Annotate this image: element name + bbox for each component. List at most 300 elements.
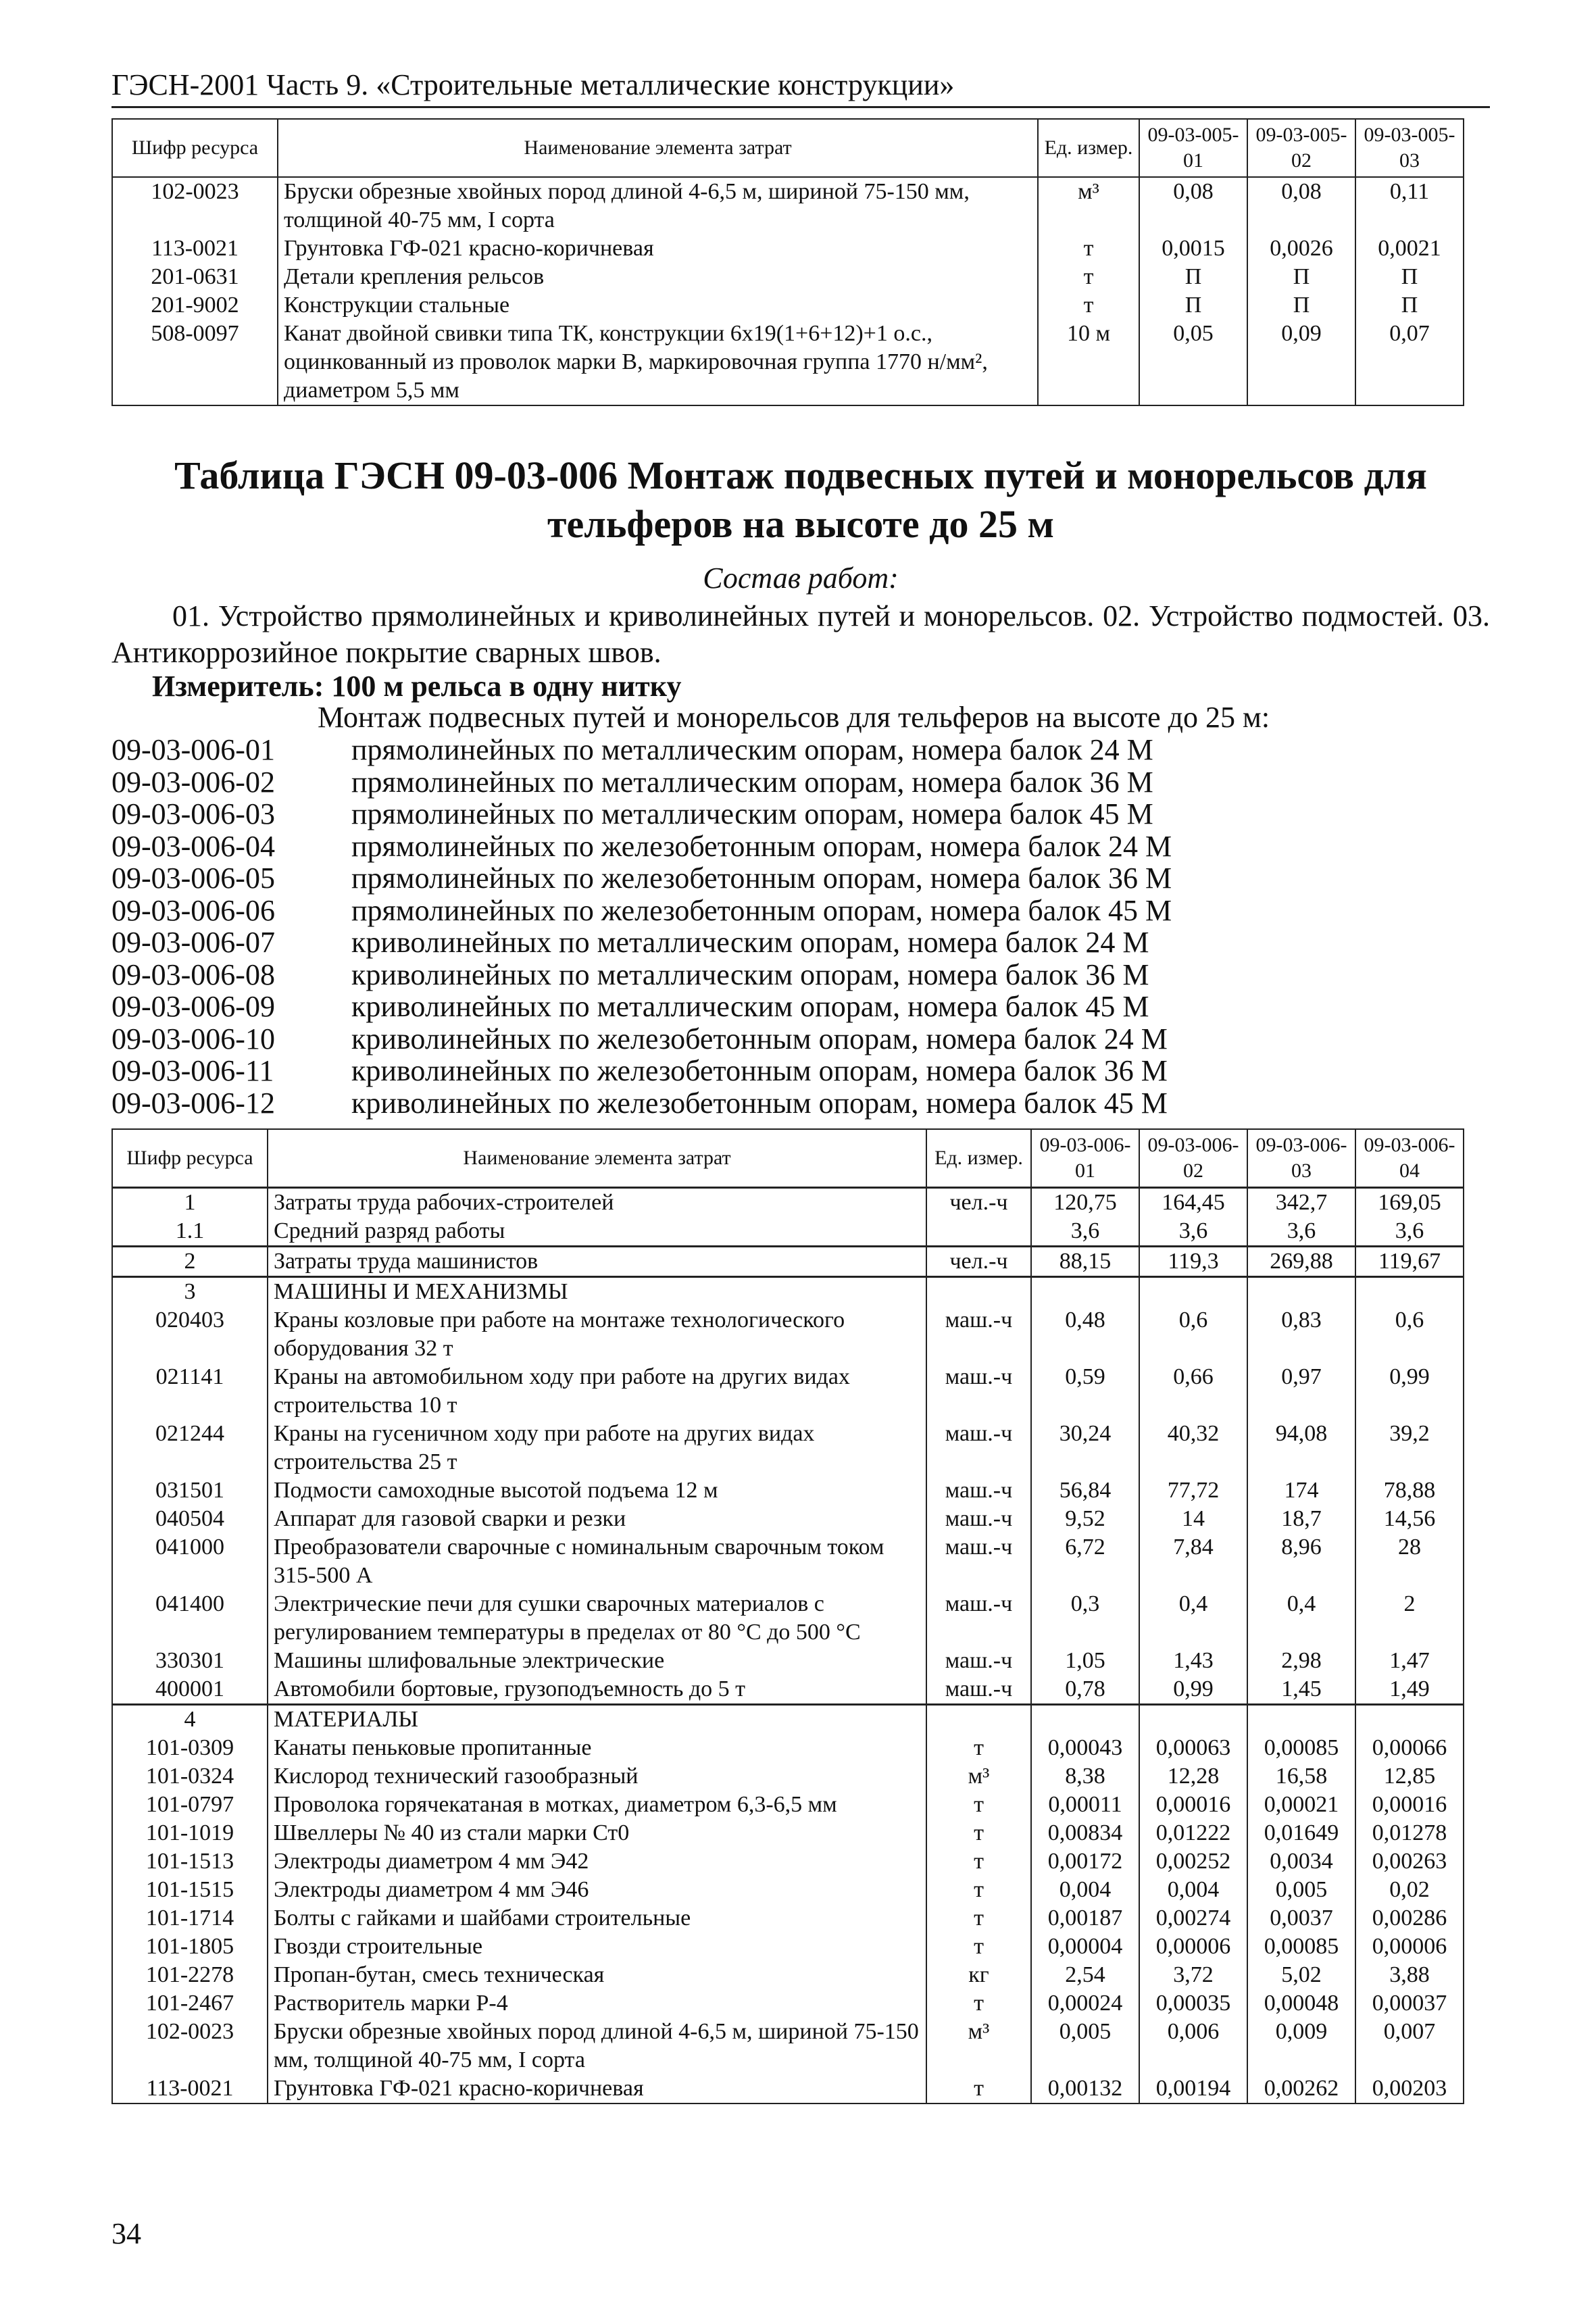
resource-name: Краны козловые при работе на монтаже технологического оборудования 32 т (268, 1306, 926, 1363)
resource-value-2: 164,45 (1139, 1188, 1247, 1218)
resource-name: Конструкции стальные (278, 291, 1038, 320)
table-row (112, 1847, 1464, 1876)
resource-code: 1 (112, 1188, 268, 1218)
resource-value-1: 0,0015 (1139, 234, 1247, 263)
resource-unit: м³ (1038, 177, 1139, 234)
column-header: Наименование элемента затрат (268, 1129, 926, 1188)
resource-name: Электрические печи для сушки сварочных материалов с регулированием температуры в пределах от 80 °С до 500 °С (268, 1590, 926, 1647)
resource-name: Грунтовка ГФ-021 красно-коричневая (278, 234, 1038, 263)
resource-value-2: 14 (1139, 1505, 1247, 1533)
code-list (111, 734, 1172, 1119)
column-header: 09-03-006-02 (1139, 1129, 1247, 1188)
resource-value-4: 0,00286 (1355, 1904, 1464, 1933)
resource-name: Швеллеры № 40 из стали марки Ст0 (268, 1819, 926, 1847)
resource-value-2: 0,00252 (1139, 1847, 1247, 1876)
resource-value-3: 0,4 (1247, 1590, 1355, 1647)
resource-value-3: 0,00085 (1247, 1933, 1355, 1961)
resource-value-2: П (1247, 291, 1355, 320)
resource-code: 201-9002 (112, 291, 278, 320)
resource-value-1: 0,004 (1031, 1876, 1139, 1904)
resource-value-1: 0,005 (1031, 2018, 1139, 2074)
resource-value-2: 0,004 (1139, 1876, 1247, 1904)
resource-unit (926, 1217, 1031, 1247)
resource-value-4: 0,02 (1355, 1876, 1464, 1904)
resource-value-2: 40,32 (1139, 1420, 1247, 1476)
resource-value-3: 0,11 (1355, 177, 1464, 234)
resource-code: 021141 (112, 1363, 268, 1420)
code-description: прямолинейных по металлическим опорам, номера балок 45 М (351, 797, 1153, 830)
table-row (112, 1647, 1464, 1675)
resource-value-2: 0,01222 (1139, 1819, 1247, 1847)
resource-name: Проволока горячекатаная в мотках, диаметром 6,3-6,5 мм (268, 1791, 926, 1819)
resource-value-3: 0,00085 (1247, 1734, 1355, 1762)
resource-value-2: 0,006 (1139, 2018, 1247, 2074)
code-row (111, 798, 1172, 830)
code-row (111, 1023, 1172, 1055)
table-row (112, 1363, 1464, 1420)
resource-name: Автомобили бортовые, грузоподъемность до 5 т (268, 1675, 926, 1705)
resource-code: 113-0021 (112, 2074, 268, 2104)
resource-code: 041000 (112, 1533, 268, 1590)
resource-value-3: 0,0021 (1355, 234, 1464, 263)
resource-value-3: 0,07 (1355, 320, 1464, 405)
code-row (111, 830, 1172, 863)
resource-value-3: 0,83 (1247, 1306, 1355, 1363)
resource-value-2: 0,00274 (1139, 1904, 1247, 1933)
table-row (112, 1188, 1464, 1218)
resource-unit: т (926, 1819, 1031, 1847)
code-row (111, 895, 1172, 927)
resource-value-3: 0,01649 (1247, 1819, 1355, 1847)
table-row (112, 1961, 1464, 1989)
code-id: 09-03-006-05 (111, 862, 275, 895)
resource-value-2: 12,28 (1139, 1762, 1247, 1791)
code-row (111, 991, 1172, 1023)
code-description: криволинейных по металлическим опорам, номера балок 45 М (351, 990, 1149, 1023)
resource-value-1: 30,24 (1031, 1420, 1139, 1476)
resource-code: 102-0023 (112, 2018, 268, 2074)
resource-value-1: 0,00132 (1031, 2074, 1139, 2104)
resource-name: Краны на гусеничном ходу при работе на других видах строительства 25 т (268, 1420, 926, 1476)
column-header: 09-03-006-01 (1031, 1129, 1139, 1188)
resource-value-4 (1355, 1277, 1464, 1307)
resource-code: 330301 (112, 1647, 268, 1675)
resource-value-1: 0,00834 (1031, 1819, 1139, 1847)
resource-name: Подмости самоходные высотой подъема 12 м (268, 1476, 926, 1505)
table-row (112, 177, 1464, 234)
resource-value-2: 0,66 (1139, 1363, 1247, 1420)
resource-code: 101-1805 (112, 1933, 268, 1961)
table-row (112, 1675, 1464, 1705)
resource-value-3: 0,0034 (1247, 1847, 1355, 1876)
code-id: 09-03-006-07 (111, 926, 275, 959)
resource-code: 113-0021 (112, 234, 278, 263)
code-id: 09-03-006-02 (111, 765, 275, 799)
code-id: 09-03-006-06 (111, 893, 275, 927)
table-row (112, 1590, 1464, 1647)
resource-value-2: 0,6 (1139, 1306, 1247, 1363)
table-row (112, 1734, 1464, 1762)
resource-value-3: 2,98 (1247, 1647, 1355, 1675)
resource-code: 3 (112, 1277, 268, 1307)
code-description: прямолинейных по железобетонным опорам, номера балок 36 М (351, 862, 1172, 895)
resource-unit: м³ (926, 1762, 1031, 1791)
code-description: криволинейных по железобетонным опорам, номера балок 45 М (351, 1086, 1168, 1120)
resource-value-1: 9,52 (1031, 1505, 1139, 1533)
resource-value-1: П (1139, 291, 1247, 320)
resource-value-1: 56,84 (1031, 1476, 1139, 1505)
resource-unit (926, 1277, 1031, 1307)
resource-value-2: 0,00016 (1139, 1791, 1247, 1819)
resource-value-4: 1,49 (1355, 1675, 1464, 1705)
resource-value-4: 14,56 (1355, 1505, 1464, 1533)
resource-name: Машины шлифовальные электрические (268, 1647, 926, 1675)
resource-value-3: 3,6 (1247, 1217, 1355, 1247)
resource-value-4: 1,47 (1355, 1647, 1464, 1675)
resource-value-3: 269,88 (1247, 1247, 1355, 1277)
resource-value-4: 2 (1355, 1590, 1464, 1647)
resource-name: МАТЕРИАЛЫ (268, 1705, 926, 1735)
measure-unit: Измеритель: 100 м рельса в одну нитку (152, 670, 682, 703)
resource-value-3: 5,02 (1247, 1961, 1355, 1989)
table-row (112, 1217, 1464, 1247)
resource-code: 020403 (112, 1306, 268, 1363)
resource-code: 102-0023 (112, 177, 278, 234)
resource-value-3: 8,96 (1247, 1533, 1355, 1590)
resource-unit: маш.-ч (926, 1306, 1031, 1363)
top-table-body (112, 177, 1464, 405)
resource-unit: т (926, 1989, 1031, 2018)
resource-value-1: П (1139, 263, 1247, 291)
resource-code: 101-0797 (112, 1791, 268, 1819)
resource-name: Пропан-бутан, смесь техническая (268, 1961, 926, 1989)
resource-unit: чел.-ч (926, 1247, 1031, 1277)
code-id: 09-03-006-04 (111, 829, 275, 863)
resource-code: 041400 (112, 1590, 268, 1647)
resource-value-2: 0,00194 (1139, 2074, 1247, 2104)
resource-value-2: 0,0026 (1247, 234, 1355, 263)
column-header: 09-03-005-02 (1247, 119, 1355, 177)
resource-value-3: 0,009 (1247, 2018, 1355, 2074)
code-description: прямолинейных по железобетонным опорам, номера балок 24 М (351, 829, 1172, 863)
resource-unit: чел.-ч (926, 1188, 1031, 1218)
code-row (111, 926, 1172, 959)
column-header: 09-03-005-03 (1355, 119, 1464, 177)
resource-unit: т (926, 1876, 1031, 1904)
code-row (111, 1055, 1172, 1087)
table-row (112, 1306, 1464, 1363)
column-header: 09-03-006-04 (1355, 1129, 1464, 1188)
work-composition-text: 01. Устройство прямолинейных и криволинейных путей и монорельсов. 02. Устройство подмостей. 03. Антикоррозийное покрытие сварных швов. (111, 599, 1490, 669)
code-id: 09-03-006-09 (111, 990, 275, 1023)
table-row (112, 1533, 1464, 1590)
top-table-header-row (112, 119, 1464, 177)
resource-name: Канат двойной свивки типа ТК, конструкции 6х19(1+6+12)+1 о.с., оцинкованный из проволок марки В, маркировочная группа 1770 н/мм², диаметром 5,5 мм (278, 320, 1038, 405)
code-row (111, 959, 1172, 991)
resource-name: Грунтовка ГФ-021 красно-коричневая (268, 2074, 926, 2104)
resource-value-3: 16,58 (1247, 1762, 1355, 1791)
code-id: 09-03-006-12 (111, 1086, 275, 1120)
resource-unit: м³ (926, 2018, 1031, 2074)
resource-value-4: 0,00037 (1355, 1989, 1464, 2018)
resource-code: 101-2467 (112, 1989, 268, 2018)
resource-value-1: 0,00172 (1031, 1847, 1139, 1876)
resource-name: Бруски обрезные хвойных пород длиной 4-6,5 м, шириной 75-150 мм, толщиной 40-75 мм, I сорта (268, 2018, 926, 2074)
resource-value-4: 0,00006 (1355, 1933, 1464, 1961)
resource-unit: т (926, 1791, 1031, 1819)
table-row (112, 2074, 1464, 2104)
resource-name: Затраты труда рабочих-строителей (268, 1188, 926, 1218)
table-row (112, 1505, 1464, 1533)
resource-value-4: 39,2 (1355, 1420, 1464, 1476)
resource-value-1: 0,48 (1031, 1306, 1139, 1363)
resource-name: Электроды диаметром 4 мм Э42 (268, 1847, 926, 1876)
resource-unit: т (1038, 291, 1139, 320)
resource-unit: маш.-ч (926, 1533, 1031, 1590)
column-header: Шифр ресурса (112, 119, 278, 177)
resource-value-2: 77,72 (1139, 1476, 1247, 1505)
resource-unit: кг (926, 1961, 1031, 1989)
resource-value-2: 119,3 (1139, 1247, 1247, 1277)
column-header: Наименование элемента затрат (278, 119, 1038, 177)
resource-code: 101-1513 (112, 1847, 268, 1876)
code-description: криволинейных по железобетонным опорам, номера балок 24 М (351, 1022, 1168, 1055)
resource-value-3: 0,00048 (1247, 1989, 1355, 2018)
code-description: криволинейных по металлическим опорам, номера балок 36 М (351, 957, 1149, 991)
resource-name: Средний разряд работы (268, 1217, 926, 1247)
resource-unit: т (1038, 263, 1139, 291)
resource-unit: т (926, 2074, 1031, 2104)
resource-unit: маш.-ч (926, 1590, 1031, 1647)
resource-value-4: 28 (1355, 1533, 1464, 1590)
resource-value-3: 0,005 (1247, 1876, 1355, 1904)
code-id: 09-03-006-01 (111, 733, 275, 766)
resource-unit: т (926, 1734, 1031, 1762)
main-table-header-row (112, 1129, 1464, 1188)
code-row (111, 766, 1172, 799)
code-row (111, 862, 1172, 895)
resource-value-1: 0,00004 (1031, 1933, 1139, 1961)
resource-code: 040504 (112, 1505, 268, 1533)
resource-value-1: 6,72 (1031, 1533, 1139, 1590)
resource-value-4: 0,6 (1355, 1306, 1464, 1363)
resource-code: 400001 (112, 1675, 268, 1705)
resource-value-3: 0,00021 (1247, 1791, 1355, 1819)
resource-unit: т (926, 1847, 1031, 1876)
resource-code: 031501 (112, 1476, 268, 1505)
resource-value-1: 0,78 (1031, 1675, 1139, 1705)
resource-value-4: 0,99 (1355, 1363, 1464, 1420)
code-id: 09-03-006-11 (111, 1054, 274, 1087)
column-header: Ед. измер. (1038, 119, 1139, 177)
code-row (111, 734, 1172, 766)
table-row (112, 1247, 1464, 1277)
resource-unit: т (926, 1904, 1031, 1933)
resource-value-3 (1247, 1705, 1355, 1735)
resource-value-2: 0,00063 (1139, 1734, 1247, 1762)
resource-unit: маш.-ч (926, 1505, 1031, 1533)
code-description: криволинейных по железобетонным опорам, номера балок 36 М (351, 1054, 1168, 1087)
resource-value-4: 3,88 (1355, 1961, 1464, 1989)
resource-value-1: 0,59 (1031, 1363, 1139, 1420)
resource-value-1: 88,15 (1031, 1247, 1139, 1277)
resource-value-4: 0,00066 (1355, 1734, 1464, 1762)
resource-unit: т (1038, 234, 1139, 263)
resource-name: Болты с гайками и шайбами строительные (268, 1904, 926, 1933)
table-row (112, 1989, 1464, 2018)
resource-name: Гвозди строительные (268, 1933, 926, 1961)
resource-unit: маш.-ч (926, 1675, 1031, 1705)
resource-value-4: 0,00016 (1355, 1791, 1464, 1819)
resource-value-2: 0,00006 (1139, 1933, 1247, 1961)
resource-unit: маш.-ч (926, 1420, 1031, 1476)
resource-code: 021244 (112, 1420, 268, 1476)
resource-value-3: 174 (1247, 1476, 1355, 1505)
resource-value-3: 1,45 (1247, 1675, 1355, 1705)
resource-value-4: 12,85 (1355, 1762, 1464, 1791)
column-header: Ед. измер. (926, 1129, 1031, 1188)
resource-unit: маш.-ч (926, 1647, 1031, 1675)
resource-name: Бруски обрезные хвойных пород длиной 4-6,5 м, шириной 75-150 мм, толщиной 40-75 мм, I сорта (278, 177, 1038, 234)
resource-code: 4 (112, 1705, 268, 1735)
resource-value-4: 119,67 (1355, 1247, 1464, 1277)
resource-unit (926, 1705, 1031, 1735)
resource-value-3: 0,00262 (1247, 2074, 1355, 2104)
resource-value-2 (1139, 1705, 1247, 1735)
resource-value-2: 0,09 (1247, 320, 1355, 405)
resource-code: 101-1019 (112, 1819, 268, 1847)
resource-value-2: 3,72 (1139, 1961, 1247, 1989)
resource-name: Затраты труда машинистов (268, 1247, 926, 1277)
table-row (112, 1762, 1464, 1791)
resource-value-3: 18,7 (1247, 1505, 1355, 1533)
resource-unit: маш.-ч (926, 1476, 1031, 1505)
code-id: 09-03-006-03 (111, 797, 275, 830)
resource-value-3 (1247, 1277, 1355, 1307)
code-id: 09-03-006-10 (111, 1022, 275, 1055)
resource-name: Электроды диаметром 4 мм Э46 (268, 1876, 926, 1904)
table-row (112, 320, 1464, 405)
table-row (112, 291, 1464, 320)
resource-value-3: 0,97 (1247, 1363, 1355, 1420)
code-id: 09-03-006-08 (111, 957, 275, 991)
table-row (112, 1476, 1464, 1505)
resource-value-1: 1,05 (1031, 1647, 1139, 1675)
resource-value-2: 7,84 (1139, 1533, 1247, 1590)
resource-value-3: П (1355, 263, 1464, 291)
resource-value-2: 0,99 (1139, 1675, 1247, 1705)
table-row (112, 1933, 1464, 1961)
code-description: криволинейных по металлическим опорам, номера балок 24 М (351, 926, 1149, 959)
resource-value-3: 342,7 (1247, 1188, 1355, 1218)
table-title: Таблица ГЭСН 09-03-006 Монтаж подвесных путей и монорельсов для тельферов на высоте до 25 м (174, 453, 1427, 546)
resource-code: 101-1515 (112, 1876, 268, 1904)
resource-value-2: 0,4 (1139, 1590, 1247, 1647)
table-row (112, 1420, 1464, 1476)
table-row (112, 1904, 1464, 1933)
resource-name: Детали крепления рельсов (278, 263, 1038, 291)
resource-unit: т (926, 1933, 1031, 1961)
table-row (112, 1791, 1464, 1819)
table-row (112, 263, 1464, 291)
code-description: прямолинейных по железобетонным опорам, номера балок 45 М (351, 893, 1172, 927)
column-header: 09-03-005-01 (1139, 119, 1247, 177)
resource-value-3: П (1355, 291, 1464, 320)
top-resource-table (111, 118, 1464, 406)
resource-value-2: 0,08 (1247, 177, 1355, 234)
resource-unit: маш.-ч (926, 1363, 1031, 1420)
resource-value-1: 0,00043 (1031, 1734, 1139, 1762)
resource-value-4 (1355, 1705, 1464, 1735)
resource-name: Канаты пеньковые пропитанные (268, 1734, 926, 1762)
codes-intro: Монтаж подвесных путей и монорельсов для тельферов на высоте до 25 м: (318, 701, 1270, 734)
resource-name: Аппарат для газовой сварки и резки (268, 1505, 926, 1533)
resource-value-1: 0,00011 (1031, 1791, 1139, 1819)
resource-value-4: 169,05 (1355, 1188, 1464, 1218)
resource-code: 101-0309 (112, 1734, 268, 1762)
resource-value-4: 0,01278 (1355, 1819, 1464, 1847)
work-composition-heading: Состав работ: (703, 562, 899, 595)
resource-code: 2 (112, 1247, 268, 1277)
resource-value-2: 3,6 (1139, 1217, 1247, 1247)
resource-code: 101-1714 (112, 1904, 268, 1933)
resource-value-4: 0,007 (1355, 2018, 1464, 2074)
resource-code: 201-0631 (112, 263, 278, 291)
table-row (112, 234, 1464, 263)
resource-name: Растворитель марки Р-4 (268, 1989, 926, 2018)
table-row (112, 1819, 1464, 1847)
resource-value-1: 8,38 (1031, 1762, 1139, 1791)
resource-value-2: 0,00035 (1139, 1989, 1247, 2018)
resource-unit: 10 м (1038, 320, 1139, 405)
table-row (112, 2018, 1464, 2074)
column-header: Шифр ресурса (112, 1129, 268, 1188)
resource-value-1: 3,6 (1031, 1217, 1139, 1247)
resource-value-1 (1031, 1705, 1139, 1735)
resource-value-1: 0,00024 (1031, 1989, 1139, 2018)
resource-value-2 (1139, 1277, 1247, 1307)
code-row (111, 1087, 1172, 1120)
page-number: 34 (111, 2217, 141, 2250)
resource-name: МАШИНЫ И МЕХАНИЗМЫ (268, 1277, 926, 1307)
resource-value-1: 2,54 (1031, 1961, 1139, 1989)
table-row (112, 1277, 1464, 1307)
resource-value-1: 0,08 (1139, 177, 1247, 234)
page-header: ГЭСН-2001 Часть 9. «Строительные металлические конструкции» (111, 68, 1490, 108)
resource-value-1: 0,00187 (1031, 1904, 1139, 1933)
resource-value-4: 0,00203 (1355, 2074, 1464, 2104)
column-header: 09-03-006-03 (1247, 1129, 1355, 1188)
code-description: прямолинейных по металлическим опорам, номера балок 24 М (351, 733, 1153, 766)
resource-value-2: П (1247, 263, 1355, 291)
resource-value-1: 0,05 (1139, 320, 1247, 405)
code-description: прямолинейных по металлическим опорам, номера балок 36 М (351, 765, 1153, 799)
table-row (112, 1705, 1464, 1735)
resource-value-4: 0,00263 (1355, 1847, 1464, 1876)
table-row (112, 1876, 1464, 1904)
resource-value-4: 3,6 (1355, 1217, 1464, 1247)
resource-name: Краны на автомобильном ходу при работе на других видах строительства 10 т (268, 1363, 926, 1420)
resource-name: Кислород технический газообразный (268, 1762, 926, 1791)
resource-code: 101-0324 (112, 1762, 268, 1791)
resource-value-1: 0,3 (1031, 1590, 1139, 1647)
resource-value-1: 120,75 (1031, 1188, 1139, 1218)
resource-value-4: 78,88 (1355, 1476, 1464, 1505)
resource-name: Преобразователи сварочные с номинальным сварочным током 315-500 А (268, 1533, 926, 1590)
resource-code: 101-2278 (112, 1961, 268, 1989)
resource-code: 1.1 (112, 1217, 268, 1247)
resource-value-3: 0,0037 (1247, 1904, 1355, 1933)
